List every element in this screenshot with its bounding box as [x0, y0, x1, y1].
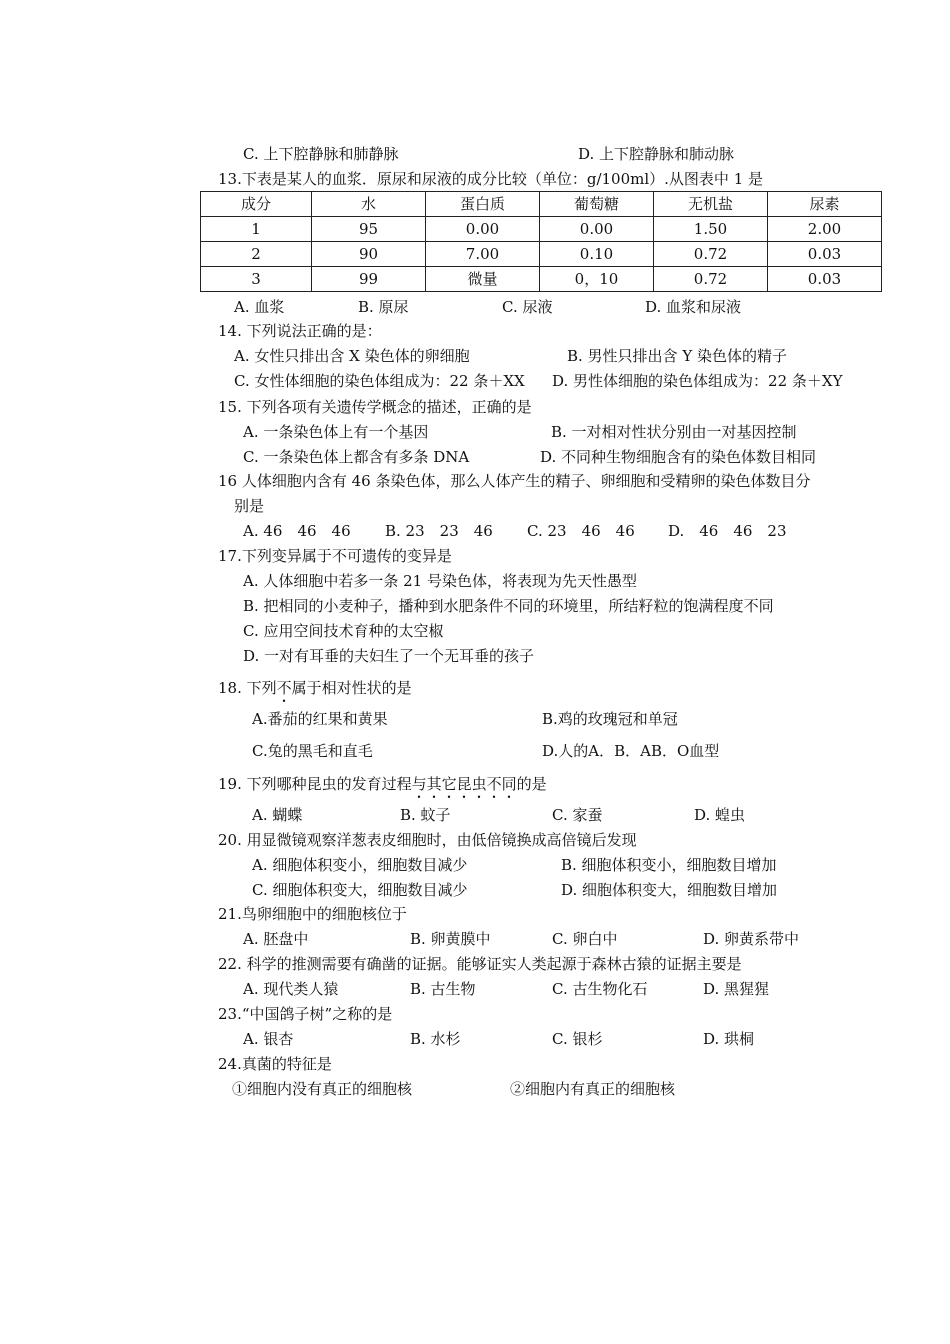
q16-option-c: C. 23 46 46	[527, 522, 635, 540]
q23-option-c: C. 银杉	[552, 1030, 603, 1048]
q14-option-d: D. 男性体细胞的染色体组成为：22 条＋XY	[552, 372, 843, 390]
q13-option-c: C. 尿液	[502, 298, 553, 316]
table-row	[201, 267, 882, 292]
q19-option-d: D. 蝗虫	[694, 806, 746, 824]
table-cell: 0.72	[654, 242, 768, 267]
q16-option-a: A. 46 46 46	[243, 522, 351, 540]
composition-table	[200, 191, 882, 292]
table-cell: 2.00	[768, 217, 882, 242]
q20-option-d: D. 细胞体积变大，细胞数目增加	[561, 881, 778, 899]
q12-option-c: C. 上下腔静脉和肺静脉	[243, 145, 399, 163]
table-cell: 1	[201, 217, 312, 242]
table-cell: 微量	[426, 267, 540, 292]
table-cell: 0.10	[540, 242, 654, 267]
q24-item-2: ②细胞内有真正的细胞核	[510, 1080, 676, 1098]
table-header-cell: 无机盐	[654, 192, 768, 217]
q17-option-a: A. 人体细胞中若多一条 21 号染色体，将表现为先天性愚型	[243, 572, 637, 590]
q19-option-a: A. 蝴蝶	[252, 806, 303, 824]
q20-option-c: C. 细胞体积变大，细胞数目减少	[252, 881, 468, 899]
q19-stem-emphasis: 与其它昆虫不同	[411, 775, 517, 793]
q13-option-b: B. 原尿	[358, 298, 409, 316]
table-header-cell: 成分	[201, 192, 312, 217]
q16-stem-line1: 16 人体细胞内含有 46 条染色体，那么人体产生的精子、卵细胞和受精卵的染色体数目分	[218, 472, 811, 490]
q15-stem: 15. 下列各项有关遗传学概念的描述，正确的是	[218, 398, 532, 416]
q18-option-d: D.人的A．B．AB．O血型	[542, 742, 720, 760]
q18-stem-emphasis: 不	[276, 679, 292, 697]
q21-option-b: B. 卵黄膜中	[410, 930, 491, 948]
q13-option-d: D. 血浆和尿液	[645, 298, 742, 316]
table-cell: 3	[201, 267, 312, 292]
table-header-row	[201, 192, 882, 217]
table-header-cell: 葡萄糖	[540, 192, 654, 217]
q21-option-d: D. 卵黄系带中	[703, 930, 800, 948]
q22-stem: 22. 科学的推测需要有确凿的证据。能够证实人类起源于森林古猿的证据主要是	[218, 955, 742, 973]
q14-option-c: C. 女性体细胞的染色体组成为：22 条＋XX	[234, 372, 525, 390]
q13-stem: 13.下表是某人的血浆．原尿和尿液的成分比较（单位：g/100ml）.从图表中 1 是	[218, 170, 764, 188]
q16-stem-line2: 别是	[234, 497, 265, 515]
q23-option-a: A. 银杏	[243, 1030, 294, 1048]
q18-option-b: B.鸡的玫瑰冠和单冠	[542, 710, 678, 728]
q17-option-c: C. 应用空间技术育种的太空椒	[243, 622, 444, 640]
q19-stem-post: 的是	[516, 775, 547, 793]
table-cell: 99	[312, 267, 426, 292]
table-cell: 1.50	[654, 217, 768, 242]
q18-stem	[218, 678, 412, 706]
q17-option-d: D. 一对有耳垂的夫妇生了一个无耳垂的孩子	[243, 647, 535, 665]
table-cell: 2	[201, 242, 312, 267]
q16-option-d: D. 46 46 23	[668, 522, 787, 540]
q22-option-b: B. 古生物	[410, 980, 476, 998]
q23-stem: 23.“中国鸽子树”之称的是	[218, 1005, 393, 1023]
q21-option-a: A. 胚盘中	[243, 930, 309, 948]
table-cell: 0，10	[540, 267, 654, 292]
q15-option-c: C. 一条染色体上都含有多条 DNA	[243, 448, 470, 466]
q22-option-c: C. 古生物化石	[552, 980, 648, 998]
table-row	[201, 242, 882, 267]
q15-option-a: A. 一条染色体上有一个基因	[243, 423, 429, 441]
q14-option-a: A. 女性只排出含 X 染色体的卵细胞	[234, 347, 470, 365]
q22-option-a: A. 现代类人猿	[243, 980, 339, 998]
table-header-cell: 尿素	[768, 192, 882, 217]
q20-option-a: A. 细胞体积变小，细胞数目减少	[252, 856, 468, 874]
q18-stem-pre: 18. 下列	[218, 679, 277, 697]
q20-stem: 20. 用显微镜观察洋葱表皮细胞时，由低倍镜换成高倍镜后发现	[218, 831, 637, 849]
q18-option-a: A.番茄的红果和黄果	[252, 710, 388, 728]
table-cell: 95	[312, 217, 426, 242]
table-cell: 0.03	[768, 267, 882, 292]
table-cell: 0.03	[768, 242, 882, 267]
table-cell: 90	[312, 242, 426, 267]
q19-option-c: C. 家蚕	[552, 806, 603, 824]
q24-item-1: ①细胞内没有真正的细胞核	[232, 1080, 413, 1098]
q13-option-a: A. 血浆	[234, 298, 285, 316]
table-header-cell: 水	[312, 192, 426, 217]
q14-stem: 14. 下列说法正确的是：	[218, 322, 382, 340]
table-cell: 0.72	[654, 267, 768, 292]
table-header-cell: 蛋白质	[426, 192, 540, 217]
q19-option-b: B. 蚊子	[400, 806, 451, 824]
q14-option-b: B. 男性只排出含 Y 染色体的精子	[567, 347, 787, 365]
q17-option-b: B. 把相同的小麦种子，播种到水肥条件不同的环境里，所结籽粒的饱满程度不同	[243, 597, 774, 615]
table-row	[201, 217, 882, 242]
q19-stem-pre: 19. 下列哪种昆虫的发育过程	[218, 775, 412, 793]
q15-option-d: D. 不同种生物细胞含有的染色体数目相同	[540, 448, 817, 466]
q21-stem: 21.鸟卵细胞中的细胞核位于	[218, 905, 407, 923]
q15-option-b: B. 一对相对性状分别由一对基因控制	[551, 423, 797, 441]
q19-stem	[218, 774, 547, 802]
q22-option-d: D. 黑猩猩	[703, 980, 770, 998]
q18-option-c: C.兔的黑毛和直毛	[252, 742, 373, 760]
q20-option-b: B. 细胞体积变小，细胞数目增加	[561, 856, 777, 874]
table-cell: 0.00	[426, 217, 540, 242]
q21-option-c: C. 卵白中	[552, 930, 618, 948]
q18-stem-post: 属于相对性状的是	[291, 679, 412, 697]
q17-stem: 17.下列变异属于不可遗传的变异是	[218, 547, 452, 565]
q24-stem: 24.真菌的特征是	[218, 1055, 332, 1073]
q12-option-d: D. 上下腔静脉和肺动脉	[578, 145, 735, 163]
table-cell: 7.00	[426, 242, 540, 267]
table-cell: 0.00	[540, 217, 654, 242]
q16-option-b: B. 23 23 46	[385, 522, 493, 540]
q23-option-d: D. 珙桐	[703, 1030, 755, 1048]
q23-option-b: B. 水杉	[410, 1030, 461, 1048]
